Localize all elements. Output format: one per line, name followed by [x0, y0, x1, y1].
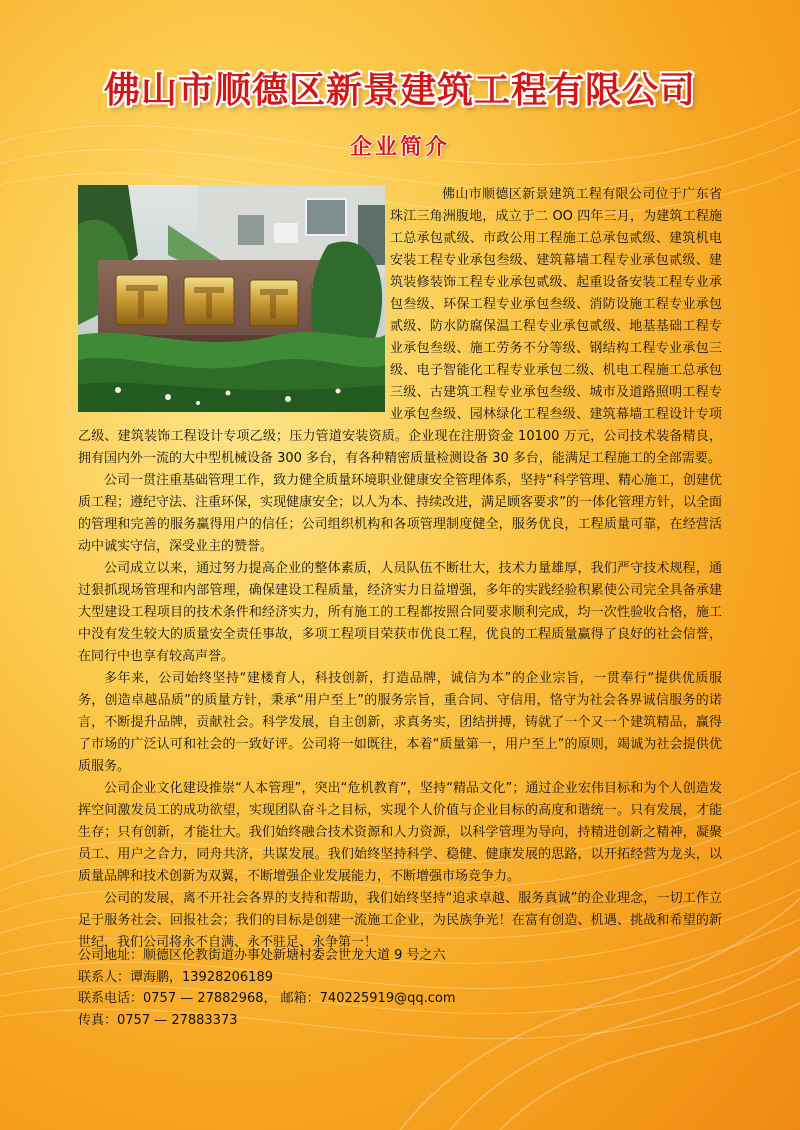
company-introduction	[78, 184, 722, 954]
intro-paragraph-1: 佛山市顺德区新景建筑工程有限公司位于广东省珠江三角洲腹地，成立于二 OO 四年三月，为建筑工程施工总承包贰级、市政公用工程施工总承包贰级、建筑机电安装工程专业承包叁级、建筑幕墙工程专业承包贰级、建筑装修装饰工程专业承包贰级、起重设备安装工程专业承包叁级、环保工程专业承包叁级、消防设施工程专业承包贰级、防水防腐保温工程专业承包贰级、地基基础工程专业承包叁级、施工劳务不分等级、钢结构工程专业承包三级、电子智能化工程专业承包二级、机电工程施工总承包三级、古建筑工程专业承包叁级、城市及道路照明工程专业承包叁级、园林绿化工程叁级、建筑幕墙工程设计专项乙级、建筑装饰工程设计专项乙级；压力管道安装资质。企业现在注册资金 10100 万元，公司技术装备精良，拥有国内外一流的大中型机械设备 300 多台，有各种精密质量检测设备 30 多台，能满足工程施工的全部需要。	[78, 187, 722, 466]
contact-address: 公司地址：顺德区伦教街道办事处新塘村委会世龙大道 9 号之六	[78, 948, 446, 963]
section-title: 企业简介	[349, 134, 450, 160]
intro-paragraph-3: 公司成立以来，通过努力提高企业的整体素质，人员队伍不断壮大，技术力量雄厚，我们严守技术规程，通过狠抓现场管理和内部管理，确保建设工程质量，经济实力日益增强，多年的实践经验积累使公司完全具备承建大型建设工程项目的技术条件和经济实力，所有施工的工程都按照合同要求顺利完成，均一次性验收合格，施工中没有发生较大的质量安全责任事故，多项工程项目荣获市优良工程，优良的工程质量赢得了良好的社会信誉，在同行中也享有较高声誉。	[78, 561, 722, 664]
contact-person: 联系人：谭海鹏，13928206189	[78, 969, 273, 985]
contact-phone-email: 联系电话：0757 — 27882968， 邮箱：740225919@qq.com	[78, 991, 456, 1006]
intro-paragraph-4: 多年来，公司始终坚持“建楼育人，科技创新，打造品牌，诚信为本”的企业宗旨，一贯奉行“提供优质服务，创造卓越品质”的质量方针，秉承“用户至上”的服务宗旨，重合同、守信用，恪守为社会各界诚信服务的诺言，不断提升品牌，贡献社会。科学发展，自主创新，求真务实，团结拼搏，铸就了一个又一个建筑精品，赢得了市场的广泛认可和社会的一致好评。公司将一如既往，本着“质量第一，用户至上”的原则，竭诚为社会提供优质服务。	[78, 671, 722, 774]
intro-paragraph-5: 公司企业文化建设推崇“人本管理”，突出“危机教育”，坚持“精品文化”；通过企业宏伟目标和为个人创造发挥空间激发员工的成功欲望，实现团队奋斗之目标，实现个人价值与企业目标的高度和谐统一。只有发展，才能生存；只有创新，才能壮大。我们始终融合技术资源和人力资源，以科学管理为导向，持精进创新之精神，凝聚员工、用户之合力，同舟共济，共谋发展。我们始终坚持科学、稳健、健康发展的思路，以开拓经营为龙头，以质量品牌和技术创新为双翼，不断增强企业发展能力，不断增强市场竞争力。	[78, 781, 722, 884]
photo-spacer	[78, 184, 390, 414]
contact-fax: 传真：0757 — 27883373	[78, 1012, 238, 1028]
contact-info	[78, 945, 718, 1031]
company-title: 佛山市顺德区新景建筑工程有限公司	[103, 69, 696, 111]
intro-paragraph-2: 公司一贯注重基础管理工作，致力健全质量环境职业健康安全管理体系，坚持“科学管理、精心施工，创建优质工程；遵纪守法、注重环保，实现健康安全；以人为本、持续改进，满足顾客要求”的一体化管理方针，以全面的管理和完善的服务赢得用户的信任；公司组织机构和各项管理制度健全，服务优良，工程质量可靠，在经营活动中诚实守信，深受业主的赞誉。	[78, 473, 722, 554]
intro-paragraph-6: 公司的发展，离不开社会各界的支持和帮助，我们始终坚持“追求卓越、服务真诚”的企业理念，一切工作立足于服务社会、回报社会；我们的目标是创建一流施工企业，为民族争光！在富有创造、机遇、挑战和希望的新世纪，我们公司将永不自满、永不驻足、永争第一！	[78, 891, 722, 950]
